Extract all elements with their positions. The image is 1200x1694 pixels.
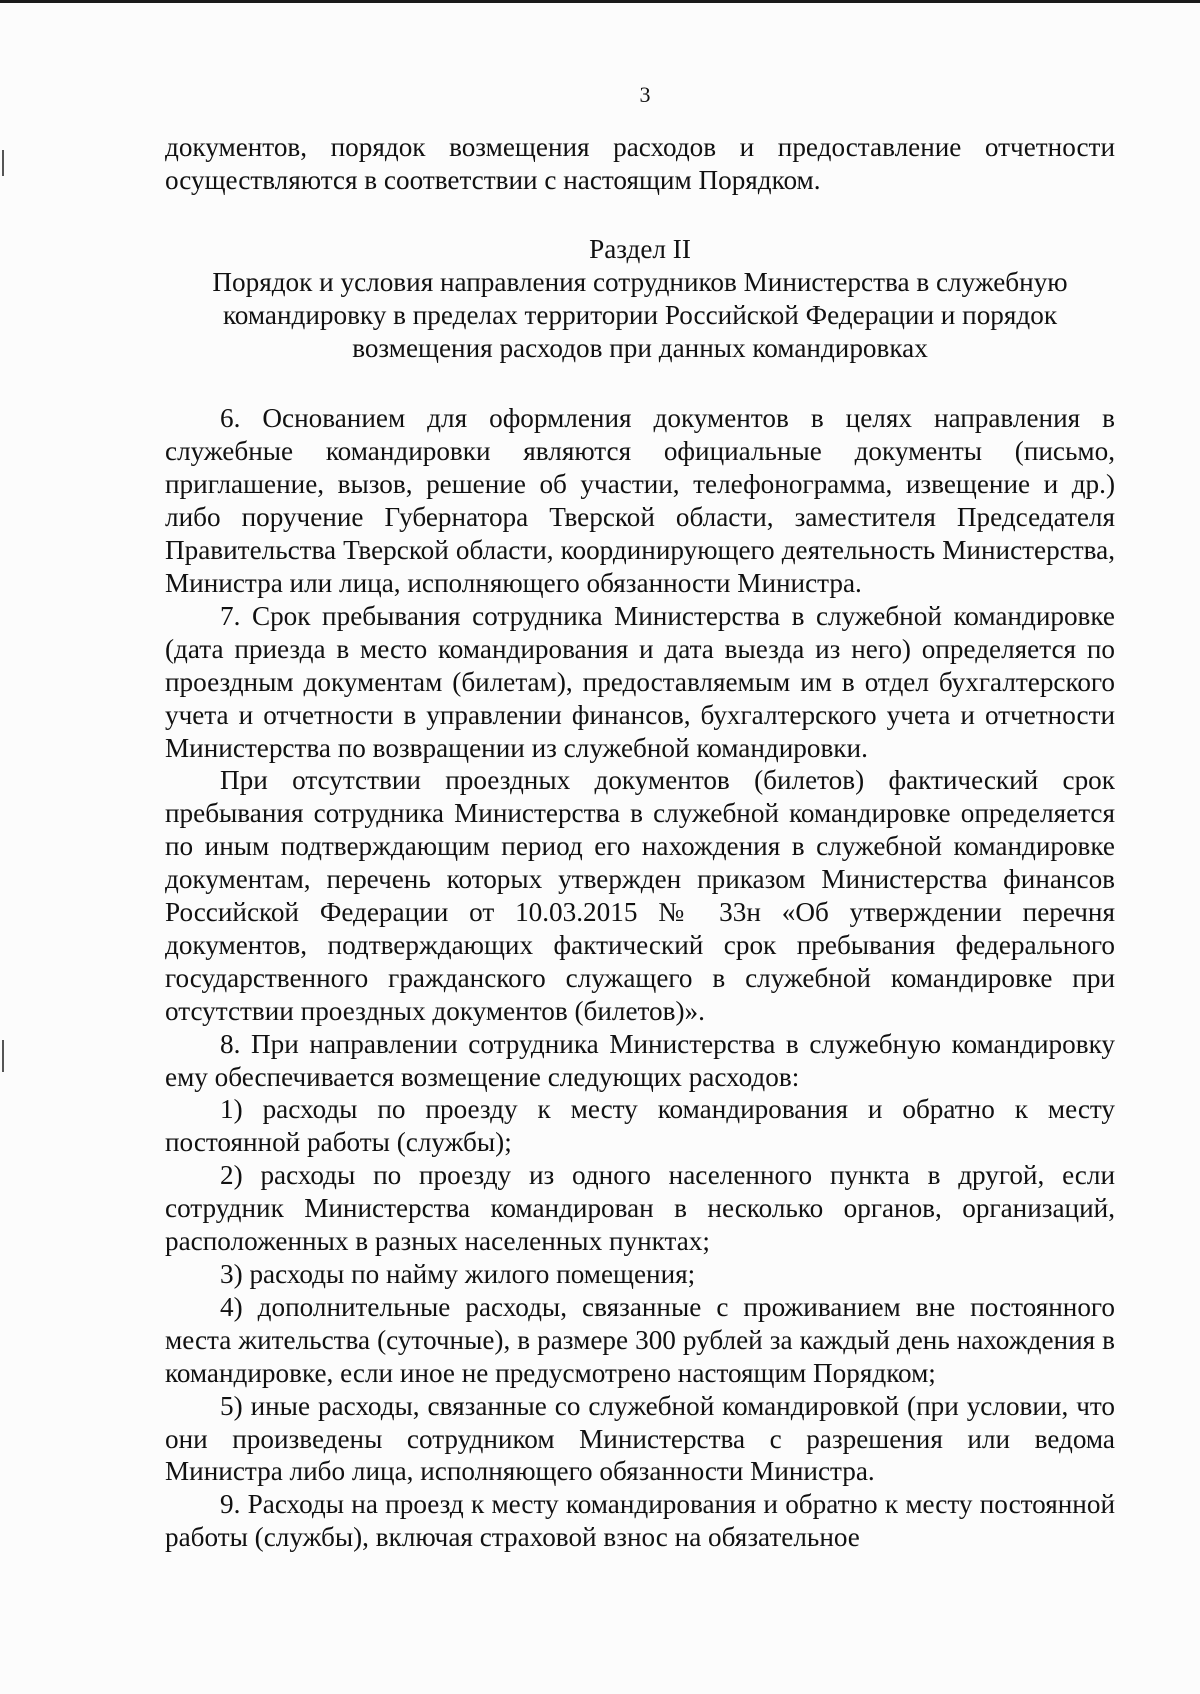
paragraph-8: 8. При направлении сотрудника Министерства в служебную командировку ему обеспечивается возмещение следующих расходов:	[165, 1028, 1115, 1092]
list-item-1: 1) расходы по проезду к месту командирования и обратно к месту постоянной работы (службы);	[165, 1094, 1115, 1158]
paragraph-6: 6. Основанием для оформления документов в целях направления в служебные командировки являются официальные документы (письмо, приглашение, вызов, решение об участии, телефонограмма, извещение и др.) либо поручение Губернатора Тверской области, заместителя Председателя Правительства Тверской области, координирующего деятельность Министерства, Министра или лица, исполняющего обязанности Министра.	[165, 403, 1115, 598]
list-item-5: 5) иные расходы, связанные со служебной командировкой (при условии, что они произведены сотрудником Министерства с разрешения или ведома Министра либо лица, исполняющего обязанности Министра.	[165, 1390, 1115, 1487]
page-top-edge	[0, 0, 1200, 3]
paragraph-9: 9. Расходы на проезд к месту командирования и обратно к месту постоянной работы (службы), включая страховой взнос на обязательное	[165, 1489, 1115, 1553]
document-body	[165, 131, 1115, 1554]
page-number: 3	[639, 82, 651, 107]
paragraph-7: 7. Срок пребывания сотрудника Министерства в служебной командировке (дата приезда в место командирования и дата выезда из него) определяется по проездным документам (билетам), предоставляемым им в отдел бухгалтерского учета и отчетности в управлении финансов, бухгалтерского учета и отчетности Министерства по возвращении из служебной командировки.	[165, 600, 1115, 763]
section-title-line: командировку в пределах территории Российской Федерации и порядок	[222, 299, 1058, 330]
spacer	[165, 197, 1115, 233]
scan-edge-mark	[2, 150, 4, 176]
section-title-line: Порядок и условия направления сотрудников Министерства в служебную	[212, 266, 1068, 297]
section-heading	[165, 233, 1115, 365]
section-label: Раздел II	[589, 233, 691, 264]
list-item-4: 4) дополнительные расходы, связанные с проживанием вне постоянного места жительства (суточные), в размере 300 рублей за каждый день нахождения в командировке, если иное не предусмотрено настоящим Порядком;	[165, 1291, 1115, 1388]
list-item-2: 2) расходы по проезду из одного населенного пункта в другой, если сотрудник Министерства командирован в несколько органов, организаций, расположенных в разных населенных пунктах;	[165, 1160, 1115, 1257]
intro-paragraph: документов, порядок возмещения расходов и предоставление отчетности осуществляются в соответствии с настоящим Порядком.	[165, 132, 1115, 195]
scan-edge-mark	[2, 1040, 4, 1072]
list-item-3: 3) расходы по найму жилого помещения;	[220, 1259, 696, 1289]
paragraph-7-continuation: При отсутствии проездных документов (билетов) фактический срок пребывания сотрудника Министерства в служебной командировке определяется по иным подтверждающим период его нахождения в служебной командировке документам, перечень которых утвержден приказом Министерства финансов Российской Федерации от 10.03.2015 № 33н «Об утверждении перечня документов, подтверждающих фактический срок пребывания федерального государственного гражданского служащего в служебной командировке при отсутствии проездных документов (билетов)».	[165, 765, 1115, 1026]
spacer	[165, 364, 1115, 402]
section-title-line: возмещения расходов при данных командировках	[352, 332, 928, 363]
